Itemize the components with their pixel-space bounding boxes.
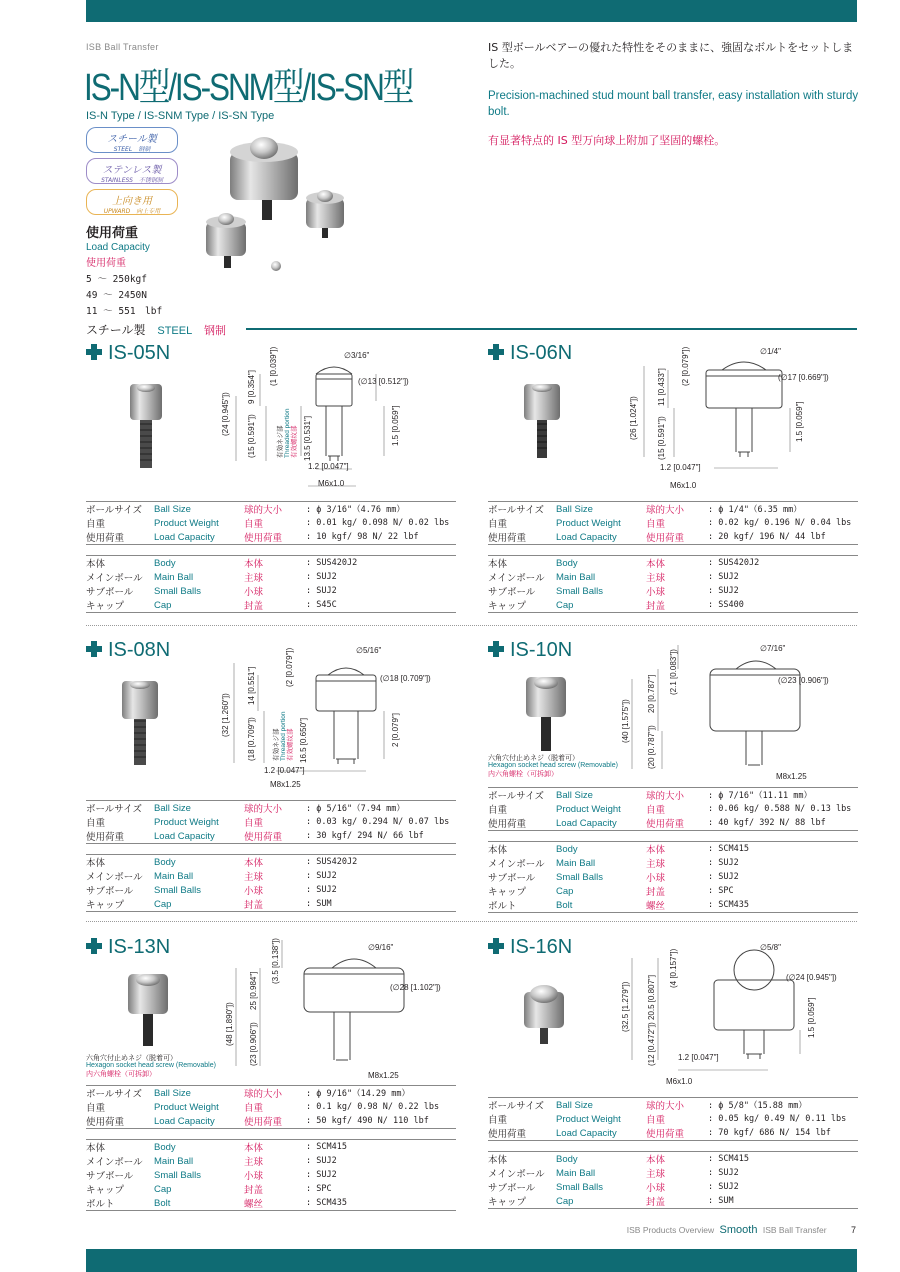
thread-note-en: Threaded portion <box>284 408 291 458</box>
dimension-drawing <box>216 936 456 1086</box>
material-table <box>488 1151 858 1209</box>
dim-body-diameter: (∅13 [0.512"]) <box>358 377 409 386</box>
hex-note-en: Hexagon socket head screw (Removable) <box>488 762 618 769</box>
svg-text:1.2 [0.047"]: 1.2 [0.047"] <box>678 1053 719 1062</box>
svg-text:1.2 [0.047"]: 1.2 [0.047"] <box>264 766 305 775</box>
svg-text:1.5 [0.059"]: 1.5 [0.059"] <box>807 997 816 1038</box>
product-name: IS-06N <box>488 342 572 365</box>
dim-ball: ∅3/16" <box>344 351 370 360</box>
svg-text:(18 [0.709"]): (18 [0.709"]) <box>247 717 256 761</box>
page-subtitle: IS-N Type / IS-SNM Type / IS-SN Type <box>86 110 275 122</box>
hero-product-photo <box>200 134 360 276</box>
row-ball-size: ボールサイズ Ball Size 球的大小 : ϕ 5/16"（7.94 mm） <box>86 801 456 816</box>
dim-top: (1 [0.039"]) <box>269 346 278 386</box>
row-small-balls: サブボール Small Balls 小球 : SUJ2 <box>488 871 739 884</box>
svg-text:25 [0.984"]: 25 [0.984"] <box>249 971 258 1010</box>
dim-gap: 1.2 [0.047"] <box>308 462 349 471</box>
svg-text:M6x1.0: M6x1.0 <box>670 481 697 490</box>
svg-text:(23 [0.906"]): (23 [0.906"]) <box>249 1022 258 1066</box>
row-ball-size: ボールサイズ Ball Size 球的大小 : ϕ 1/4"（6.35 mm） <box>488 502 858 517</box>
section-heading-ja: スチール製 <box>86 323 146 337</box>
dim-stud-length: (15 [0.591"]) <box>247 414 256 458</box>
svg-text:(12 [0.472"]): (12 [0.472"]) <box>647 1022 656 1066</box>
svg-text:(26 [1.024"]): (26 [1.024"]) <box>629 396 638 440</box>
product-photo <box>126 382 166 472</box>
svg-text:(2 [0.079"]): (2 [0.079"]) <box>285 647 294 687</box>
row-weight: 自重 Product Weight 自重 : 0.03 kg/ 0.294 N/ 0.07 lbs <box>86 816 450 829</box>
badge-upward-label: 上向き用 <box>112 196 152 207</box>
dimension-drawing <box>618 342 858 492</box>
product-name: IS-05N <box>86 342 170 365</box>
row-main-ball: メインボール Main Ball 主球 : SUJ2 <box>86 571 337 584</box>
footer-left: ISB Products Overview <box>626 1225 715 1235</box>
section-heading-zh: 钢制 <box>204 324 227 337</box>
row-weight: 自重 Product Weight 自重 : 0.05 kg/ 0.49 N/ 0.11 lbs <box>488 1113 847 1126</box>
section-rule <box>246 328 857 330</box>
material-table <box>86 1139 456 1211</box>
svg-text:M8x1.25: M8x1.25 <box>270 780 301 789</box>
svg-text:2 [0.079"]: 2 [0.079"] <box>391 713 400 747</box>
product-photo <box>522 382 562 472</box>
row-small-balls: サブボール Small Balls 小球 : SUJ2 <box>86 1169 337 1182</box>
load-capacity-summary <box>86 222 162 317</box>
material-table <box>488 841 858 913</box>
dimension-drawing <box>618 936 858 1086</box>
row-load: 使用荷重 Load Capacity 使用荷重 : 70 kgf/ 686 N/ 154 lbf <box>488 1126 858 1141</box>
badge-stainless-sub: STAINLESS 不锈钢制 <box>101 177 163 184</box>
row-body: 本体 Body 本体 : SUS420J2 <box>86 556 456 571</box>
spec-table <box>488 787 858 831</box>
svg-text:∅7/16": ∅7/16" <box>760 644 786 653</box>
dim-screw: M6x1.0 <box>318 479 345 488</box>
row-small-balls: サブボール Small Balls 小球 : SUJ2 <box>488 585 739 598</box>
cross-bullet-icon <box>86 641 102 657</box>
dim-overall: (24 [0.945"]) <box>221 392 230 436</box>
svg-text:∅5/16": ∅5/16" <box>356 646 382 655</box>
row-small-balls: サブボール Small Balls 小球 : SUJ2 <box>488 1181 739 1194</box>
dim-thread: 13.5 [0.531"] <box>303 415 312 461</box>
footer-right: ISB Ball Transfer <box>762 1225 827 1235</box>
svg-text:(∅28 [1.102"]): (∅28 [1.102"]) <box>390 983 441 992</box>
svg-text:(∅23 [0.906"]): (∅23 [0.906"]) <box>778 676 829 685</box>
material-table <box>86 854 456 912</box>
row-bolt: ボルト Bolt 螺丝 : SCM435 <box>488 898 858 913</box>
row-body: 本体 Body 本体 : SUS420J2 <box>488 556 858 571</box>
load-capacity-zh: 使用荷重 <box>86 258 126 269</box>
svg-text:(32.5 [1.279"]): (32.5 [1.279"]) <box>621 981 630 1032</box>
badge-steel <box>86 127 178 153</box>
load-capacity-kgf: 5 ～ 250kgf <box>86 274 147 285</box>
intro-chinese: 有显著特点的 IS 型万向球上附加了坚固的螺栓。 <box>488 134 726 147</box>
svg-text:(48 [1.890"]): (48 [1.890"]) <box>225 1002 234 1046</box>
row-main-ball: メインボール Main Ball 主球 : SUJ2 <box>86 1155 337 1168</box>
dimension-drawing <box>216 346 456 496</box>
load-capacity-lbf: 11 ～ 551 lbf <box>86 306 163 317</box>
cross-bullet-icon <box>488 938 504 954</box>
thread-note-ja: 有効ネジ部 <box>277 425 284 458</box>
row-main-ball: メインボール Main Ball 主球 : SUJ2 <box>488 571 739 584</box>
svg-text:(∅18 [0.709"]): (∅18 [0.709"]) <box>380 674 431 683</box>
badge-steel-sub: STEEL 钢制 <box>113 146 151 153</box>
svg-text:11 [0.433"]: 11 [0.433"] <box>657 368 666 406</box>
row-divider <box>86 921 857 922</box>
dim-chamfer: 1.5 [0.059"] <box>391 405 400 446</box>
spec-table <box>488 501 858 545</box>
page-number: 7 <box>850 1225 856 1235</box>
dimension-drawing <box>216 641 456 791</box>
cross-bullet-icon <box>488 641 504 657</box>
intro-english: Precision-machined stud mount ball transfer, easy installation with sturdy bolt. <box>488 90 859 118</box>
row-small-balls: サブボール Small Balls 小球 : SUJ2 <box>86 585 337 598</box>
svg-text:(15 [0.591"]): (15 [0.591"]) <box>657 416 666 460</box>
load-capacity-title: 使用荷重 <box>86 226 139 241</box>
svg-text:1.5 [0.059"]: 1.5 [0.059"] <box>795 401 804 442</box>
svg-text:14 [0.551"]: 14 [0.551"] <box>247 666 256 705</box>
row-load: 使用荷重 Load Capacity 使用荷重 : 40 kgf/ 392 N/ 88 lbf <box>488 816 858 831</box>
row-weight: 自重 Product Weight 自重 : 0.02 kg/ 0.196 N/ 0.04 lbs <box>488 517 852 530</box>
cross-bullet-icon <box>86 344 102 360</box>
product-name: IS-13N <box>86 936 170 959</box>
svg-text:(∅24 [0.945"]): (∅24 [0.945"]) <box>786 973 837 982</box>
row-cap: キャップ Cap 封盖 : S45C <box>86 598 456 613</box>
material-table <box>488 555 858 613</box>
svg-text:M6x1.0: M6x1.0 <box>666 1077 693 1086</box>
row-divider <box>86 625 857 626</box>
load-capacity-en: Load Capacity <box>86 242 150 253</box>
svg-text:∅5/8": ∅5/8" <box>760 943 781 952</box>
row-main-ball: メインボール Main Ball 主球 : SUJ2 <box>488 857 739 870</box>
footer-brand: Smooth <box>719 1224 758 1236</box>
thread-note-zh: 有效螺纹部 <box>291 425 298 458</box>
svg-text:(4 [0.157"]): (4 [0.157"]) <box>669 948 678 988</box>
page-footer <box>627 1224 856 1236</box>
row-ball-size: ボールサイズ Ball Size 球的大小 : ϕ 5/8"（15.88 mm） <box>488 1098 858 1113</box>
bottom-accent-bar <box>86 1249 857 1272</box>
row-main-ball: メインボール Main Ball 主球 : SUJ2 <box>86 870 337 883</box>
dimension-drawing <box>618 639 858 789</box>
spec-table <box>86 501 456 545</box>
row-cap: キャップ Cap 封盖 : SUM <box>86 897 456 912</box>
series-label: ISB Ball Transfer <box>86 42 159 52</box>
hex-screw-note <box>488 754 618 778</box>
spec-table <box>488 1097 858 1141</box>
svg-text:有効ネジ部: 有効ネジ部 <box>273 728 280 761</box>
row-ball-size: ボールサイズ Ball Size 球的大小 : ϕ 3/16"（4.76 mm） <box>86 502 456 517</box>
row-load: 使用荷重 Load Capacity 使用荷重 : 50 kgf/ 490 N/ 110 lbf <box>86 1114 456 1129</box>
row-ball-size: ボールサイズ Ball Size 球的大小 : ϕ 9/16"（14.29 mm） <box>86 1086 456 1101</box>
hex-screw-note: 六角穴付止めネジ（脱着可） Hexagon socket head screw (Removable) 内六角螺栓（可拆卸） <box>86 1054 216 1078</box>
row-weight: 自重 Product Weight 自重 : 0.1 kg/ 0.98 N/ 0.22 lbs <box>86 1101 440 1114</box>
svg-text:Threaded portion: Threaded portion <box>280 711 287 761</box>
intro-japanese: IS 型ボールベアーの優れた特性をそのままに、強固なボルトをセットしました。 <box>488 41 854 70</box>
badge-steel-label: スチール製 <box>107 134 157 145</box>
section-heading-en: STEEL <box>157 325 193 337</box>
hex-note-ja: 六角穴付止めネジ（脱着可） <box>488 754 579 762</box>
hex-note-zh: 内六角螺栓（可拆卸） <box>488 770 558 778</box>
load-capacity-n: 49 ～ 2450N <box>86 290 147 301</box>
row-cap: キャップ Cap 封盖 : SUM <box>488 1194 858 1209</box>
top-accent-bar <box>86 0 857 22</box>
section-heading-steel <box>86 321 226 338</box>
badge-stainless-label: ステンレス製 <box>102 165 162 176</box>
row-cap: キャップ Cap 封盖 : SPC <box>86 1183 332 1196</box>
svg-text:(40 [1.575"]): (40 [1.575"]) <box>621 699 630 743</box>
row-body: 本体 Body 本体 : SCM415 <box>488 842 858 857</box>
row-bolt: ボルト Bolt 螺丝 : SCM435 <box>86 1196 456 1211</box>
spec-table <box>86 1085 456 1129</box>
svg-text:∅9/16": ∅9/16" <box>368 943 394 952</box>
row-load: 使用荷重 Load Capacity 使用荷重 : 20 kgf/ 196 N/ 44 lbf <box>488 530 858 545</box>
product-name: IS-16N <box>488 936 572 959</box>
svg-text:有效螺纹部: 有效螺纹部 <box>287 728 294 761</box>
row-load: 使用荷重 Load Capacity 使用荷重 : 10 kgf/ 98 N/ 22 lbf <box>86 530 456 545</box>
row-load: 使用荷重 Load Capacity 使用荷重 : 30 kgf/ 294 N/ 66 lbf <box>86 829 456 844</box>
row-ball-size: ボールサイズ Ball Size 球的大小 : ϕ 7/16"（11.11 mm） <box>488 788 858 803</box>
row-cap: キャップ Cap 封盖 : SPC <box>488 885 734 898</box>
dim-body-height: 9 [0.354"] <box>247 370 256 404</box>
row-weight: 自重 Product Weight 自重 : 0.01 kg/ 0.098 N/ 0.02 lbs <box>86 517 450 530</box>
cross-bullet-icon <box>86 938 102 954</box>
svg-text:∅1/4": ∅1/4" <box>760 347 781 356</box>
product-photo <box>524 675 568 755</box>
badge-stainless <box>86 158 178 184</box>
spec-table <box>86 800 456 844</box>
svg-text:(32 [1.260"]): (32 [1.260"]) <box>221 693 230 737</box>
badge-upward-sub: UPWARD 向上专用 <box>103 208 161 215</box>
row-body: 本体 Body 本体 : SCM415 <box>86 1140 456 1155</box>
row-main-ball: メインボール Main Ball 主球 : SUJ2 <box>488 1167 739 1180</box>
badge-upward <box>86 189 178 215</box>
product-photo <box>126 972 170 1052</box>
product-photo <box>522 984 566 1048</box>
svg-text:(2.1 [0.083"]): (2.1 [0.083"]) <box>669 649 678 695</box>
svg-text:16.5 [0.650"]: 16.5 [0.650"] <box>299 717 308 763</box>
svg-text:(∅17 [0.669"]): (∅17 [0.669"]) <box>778 373 829 382</box>
row-small-balls: サブボール Small Balls 小球 : SUJ2 <box>86 884 337 897</box>
svg-text:20.5 [0.807"]: 20.5 [0.807"] <box>647 974 656 1020</box>
svg-text:(3.5 [0.138"]): (3.5 [0.138"]) <box>271 938 280 984</box>
svg-text:20 [0.787"]: 20 [0.787"] <box>647 674 656 713</box>
svg-text:(20 [0.787"]): (20 [0.787"]) <box>647 725 656 769</box>
svg-text:M8x1.25: M8x1.25 <box>368 1071 399 1080</box>
svg-text:1.2 [0.047"]: 1.2 [0.047"] <box>660 463 701 472</box>
material-table <box>86 555 456 613</box>
row-weight: 自重 Product Weight 自重 : 0.06 kg/ 0.588 N/ 0.13 lbs <box>488 803 852 816</box>
page-title: IS-N型/IS-SNM型/IS-SN型 <box>84 67 413 109</box>
row-body: 本体 Body 本体 : SUS420J2 <box>86 855 456 870</box>
svg-text:M8x1.25: M8x1.25 <box>776 772 807 781</box>
product-name: IS-08N <box>86 639 170 662</box>
row-body: 本体 Body 本体 : SCM415 <box>488 1152 858 1167</box>
product-photo <box>120 679 160 769</box>
row-cap: キャップ Cap 封盖 : SS400 <box>488 598 858 613</box>
cross-bullet-icon <box>488 344 504 360</box>
svg-text:(2 [0.079"]): (2 [0.079"]) <box>681 346 690 386</box>
product-name: IS-10N <box>488 639 572 662</box>
